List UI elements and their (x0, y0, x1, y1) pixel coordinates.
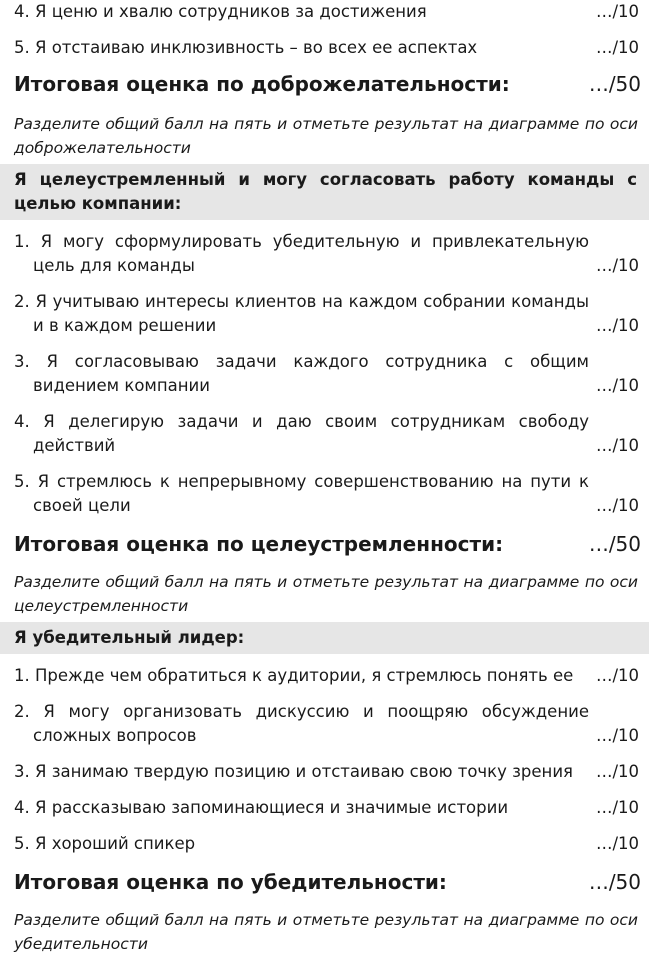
item-score: …/10 (595, 2, 639, 21)
list-item (14, 36, 639, 60)
item-text: 4. Я ценю и хвалю сотрудников за достижения (14, 2, 427, 21)
item-score: …/10 (595, 316, 639, 335)
item-text: 1. Я могу сформулировать убедительную и привлекательную цель для команды (14, 232, 589, 275)
item-text: 3. Я занимаю твердую позицию и отстаиваю свою точку зрения (14, 762, 573, 781)
list-item (14, 760, 639, 784)
item-score: …/10 (595, 38, 639, 57)
total-score: …/50 (588, 532, 641, 556)
section-header-label: Я убедительный лидер: (14, 628, 245, 647)
section-header (0, 164, 649, 220)
list-item (14, 832, 639, 856)
item-score: …/10 (595, 798, 639, 817)
total-score-row (14, 70, 641, 98)
list-item (14, 230, 639, 278)
list-item (14, 470, 639, 518)
item-text: 1. Прежде чем обратиться к аудитории, я стремлюсь понять ее (14, 666, 574, 685)
list-item (14, 700, 639, 748)
item-text: 5. Я хороший спикер (14, 834, 196, 853)
item-score: …/10 (595, 726, 639, 745)
total-label: Итоговая оценка по убедительности: (14, 870, 447, 894)
item-score: …/10 (595, 376, 639, 395)
list-item (14, 0, 639, 24)
total-score: …/50 (588, 72, 641, 96)
list-item (14, 410, 639, 458)
total-score: …/50 (588, 870, 641, 894)
instruction-note: Разделите общий балл на пять и отметьте результат на диаграмме по оси доброжелательности (14, 115, 638, 157)
section-header-label: Я целеустремленный и могу согласовать работу команды с целью компании: (14, 170, 637, 213)
item-text: 5. Я стремлюсь к непрерывному совершенствованию на пути к своей цели (14, 472, 589, 515)
list-item (14, 664, 639, 688)
total-score-row (14, 530, 641, 558)
total-score-row (14, 868, 641, 896)
list-item (14, 796, 639, 820)
item-text: 2. Я могу организовать дискуссию и поощряю обсуждение сложных вопросов (14, 702, 589, 745)
item-score: …/10 (595, 256, 639, 275)
item-text: 2. Я учитываю интересы клиентов на каждом собрании команды и в каждом решении (14, 292, 589, 335)
item-score: …/10 (595, 762, 639, 781)
item-text: 5. Я отстаиваю инклюзивность – во всех ее аспектах (14, 38, 478, 57)
total-label: Итоговая оценка по доброжелательности: (14, 72, 510, 96)
item-score: …/10 (595, 436, 639, 455)
section-header (0, 622, 649, 654)
instruction-note: Разделите общий балл на пять и отметьте результат на диаграмме по оси убедительности (14, 911, 638, 953)
list-item (14, 290, 639, 338)
item-text: 4. Я делегирую задачи и даю своим сотрудникам свободу действий (14, 412, 589, 455)
total-label: Итоговая оценка по целеустремленности: (14, 532, 504, 556)
item-score: …/10 (595, 496, 639, 515)
item-text: 4. Я рассказываю запоминающиеся и значимые истории (14, 798, 509, 817)
item-text: 3. Я согласовываю задачи каждого сотрудника с общим видением компании (14, 352, 589, 395)
item-score: …/10 (595, 666, 639, 685)
list-item (14, 350, 639, 398)
item-score: …/10 (595, 834, 639, 853)
instruction-note: Разделите общий балл на пять и отметьте результат на диаграмме по оси целеустремленности (14, 573, 638, 615)
